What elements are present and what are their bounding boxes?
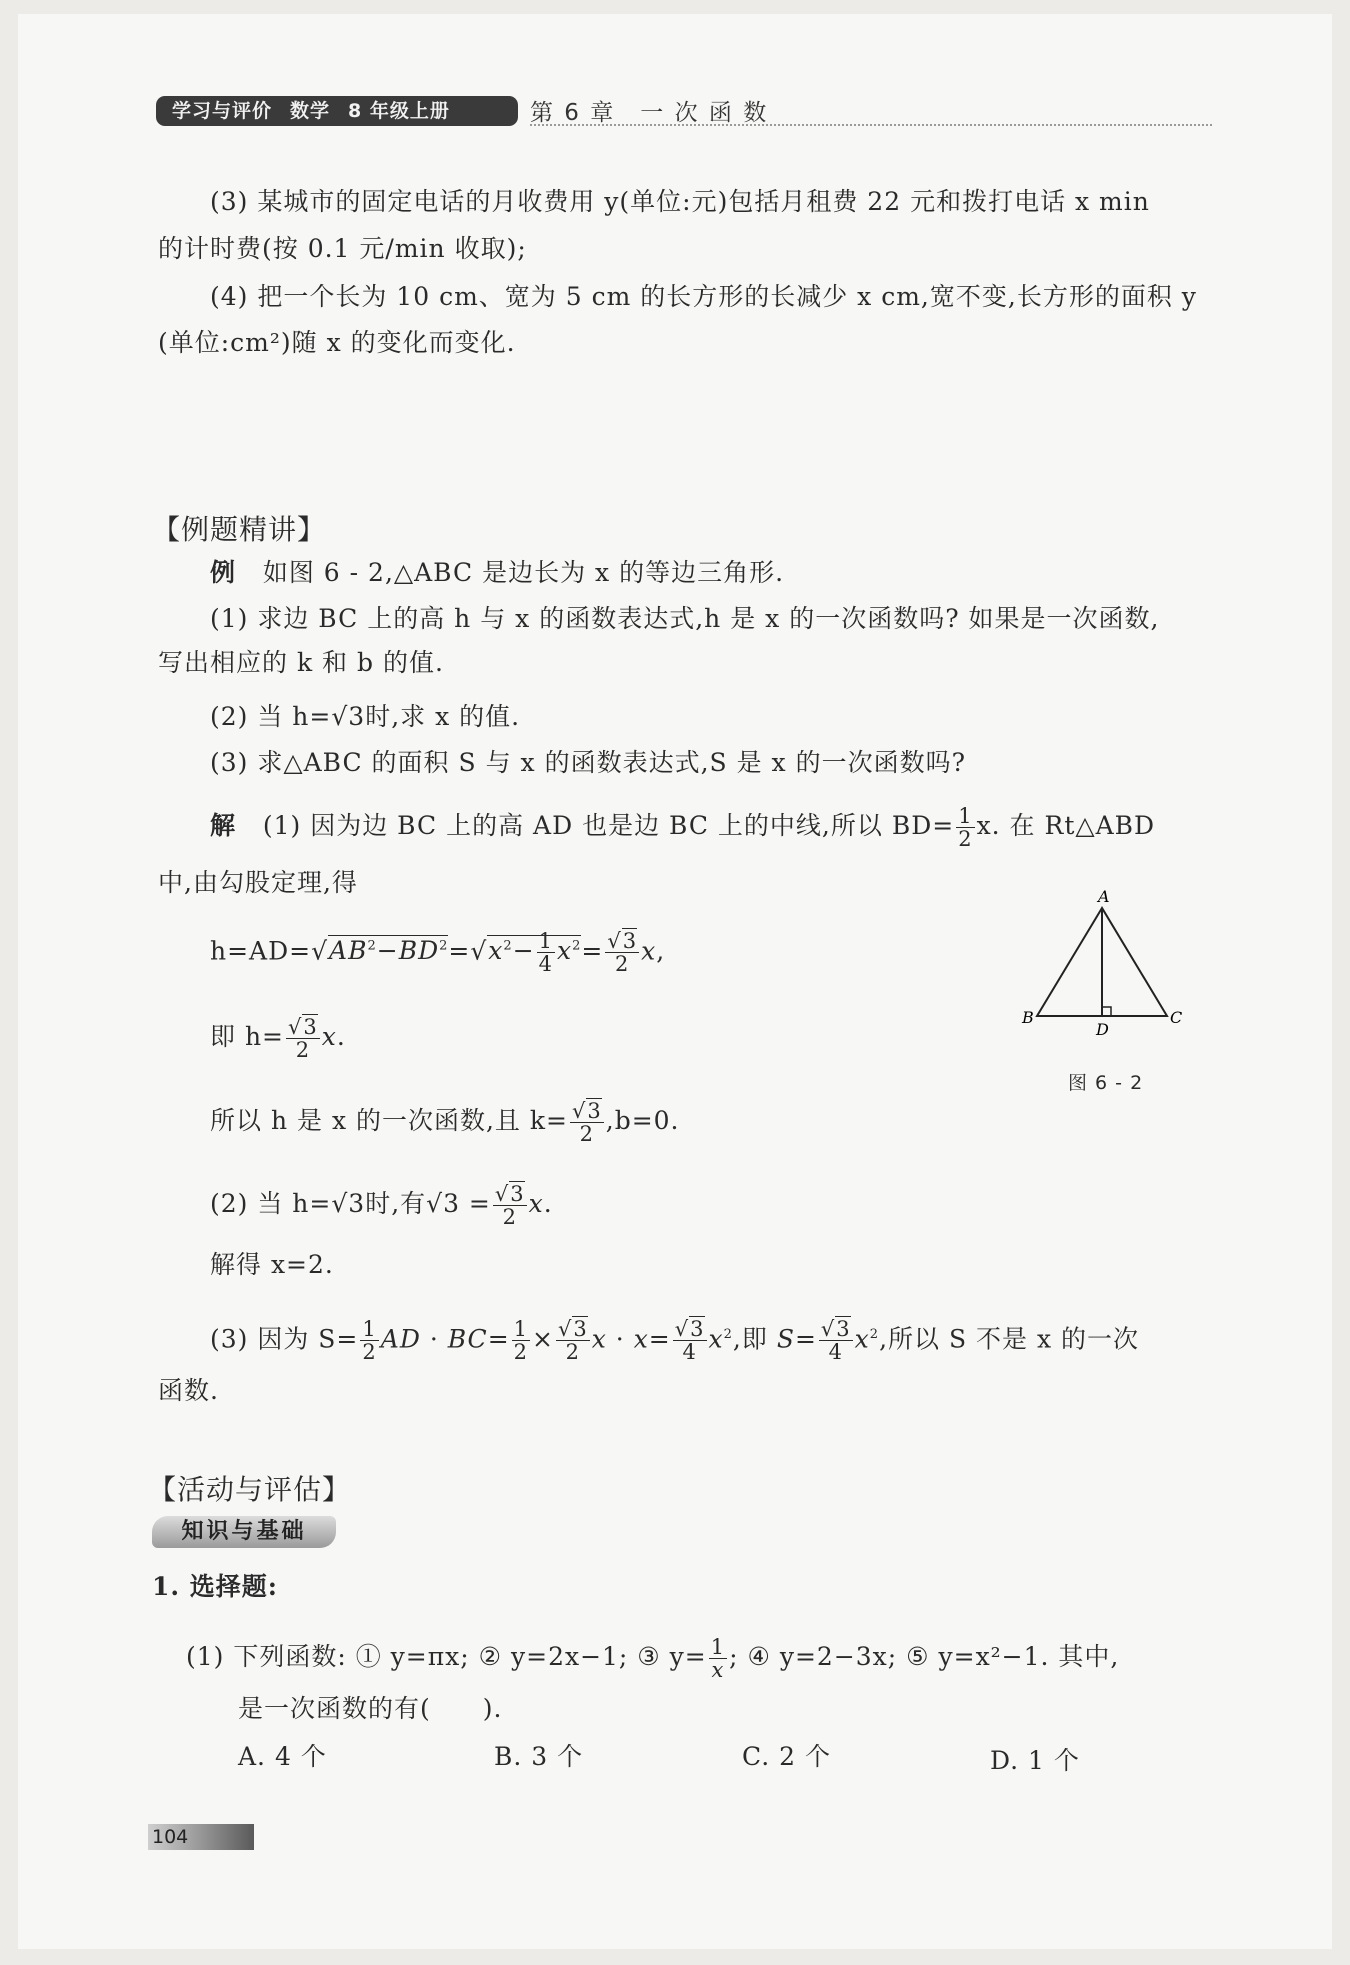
figure-caption: 图 6 - 2	[1068, 1072, 1144, 1094]
book-title-badge	[156, 96, 518, 126]
question-1-1-line1: (1) 下列函数: ① y=πx; ② y=2x−1; ③ y= $\frac{1}{x}$ ; ④ y=2−3x; ⑤ y=x²−1. 其中,	[186, 1635, 1120, 1682]
equation-h-i: 即 h= $\frac{√3}{2}$ x.	[210, 1015, 346, 1062]
question3: (3) 求△ABC 的面积 S 与 x 的函数表达式,S 是 x 的一次函数吗?	[210, 748, 966, 777]
equation-h-lhs: h=AD=	[210, 936, 312, 966]
conclusion-pre: 所以 h 是 x 的一次函数,且 k=	[210, 1106, 568, 1135]
solution3-line1: (3) 因为 S= $\frac{1}{2}$ AD · BC= $\frac{1}{2}$ × $\frac{√3}{2}$ x · x= $\frac{√3}{4}$ $x^2$,即 S= $\frac{√3}{4}$ $x^2$,所以 S 不是 x 的一次	[210, 1317, 1140, 1365]
example-intro	[210, 556, 784, 590]
example-section-title: 【例题精讲】	[152, 513, 327, 546]
label-a: A	[1098, 888, 1110, 906]
badge-item-grade: 8 年级上册	[348, 100, 450, 122]
chapter-title: 第 6 章 一 次 函 数	[530, 100, 769, 126]
part4-line1: (4) 把一个长为 10 cm、宽为 5 cm 的长方形的长减少 x cm,宽不变,长方形的面积 y	[210, 282, 1197, 311]
header-rule	[530, 124, 1212, 126]
fraction-root3-over-2: $\frac{√3}{2}$	[607, 929, 638, 977]
label-d: D	[1096, 1020, 1109, 1038]
part4-line2: (单位:cm²)随 x 的变化而变化.	[158, 328, 516, 357]
solution2-pre: (2) 当 h=√3时,有√3 =	[210, 1189, 491, 1218]
sqrt-expression-2: $√x^2-$ $\frac{1}{4}$ $x^2$	[470, 929, 582, 977]
question-1-1-line2: 是一次函数的有( ).	[238, 1694, 503, 1723]
question2: (2) 当 h=√3时,求 x 的值.	[210, 702, 521, 731]
question1-line1: (1) 求边 BC 上的高 h 与 x 的函数表达式,h 是 x 的一次函数吗? 如果是一次函数,	[210, 604, 1160, 633]
option-a: A. 4 个	[238, 1742, 327, 1771]
option-b: B. 3 个	[494, 1742, 584, 1771]
solution2-line: (2) 当 h=√3时,有√3 = $\frac{√3}{2}$ x.	[210, 1182, 553, 1229]
conclusion-line: 所以 h 是 x 的一次函数,且 k= $\frac{√3}{2}$ ,b=0.	[210, 1099, 680, 1146]
solution3-pre: (3) 因为 S=	[210, 1324, 359, 1354]
part3-line2: 的计时费(按 0.1 元/min 收取);	[158, 234, 527, 263]
example-label: 例	[210, 558, 237, 587]
badge-item-series: 学习与评价	[172, 100, 273, 122]
solution3-line2: 函数.	[158, 1376, 219, 1405]
activity-section-title: 【活动与评估】	[148, 1473, 352, 1506]
solution-label: 解	[210, 811, 237, 840]
solution-line2: 中,由勾股定理,得	[158, 868, 358, 897]
label-b: B	[1022, 1008, 1034, 1027]
label-c: C	[1170, 1008, 1183, 1027]
badge-item-subject: 数学	[290, 100, 331, 122]
question-1-title: 1. 选择题:	[152, 1572, 279, 1601]
right-angle-mark	[1102, 1007, 1111, 1016]
sqrt-expression-1: $√AB^2-BD^2$	[311, 936, 449, 966]
solution-line1	[210, 805, 1155, 850]
option-d: D. 1 个	[990, 1746, 1080, 1775]
part3-line1: (3) 某城市的固定电话的月收费用 y(单位:元)包括月租费 22 元和拨打电话 x min	[210, 187, 1150, 216]
solution2-result: 解得 x=2.	[210, 1250, 334, 1279]
solution3-tail: ,所以 S 不是 x 的一次	[879, 1324, 1140, 1354]
equation-h: $h=AD=√AB^2-BD^2=√x^2-$ $\frac{1}{4}$ $x^2=$ $\frac{√3}{2}$ x,	[210, 929, 666, 977]
solution-line1-text: (1) 因为边 BC 上的高 AD 也是边 BC 上的中线,所以 BD=	[262, 811, 955, 840]
equation-h-i-lhs: 即 h=	[210, 1022, 284, 1051]
solution-line1-tail: x. 在 Rt△ABD	[976, 811, 1156, 840]
question1-line2: 写出相应的 k 和 b 的值.	[158, 648, 444, 677]
example-intro-text: 如图 6 - 2,△ABC 是边长为 x 的等边三角形.	[262, 558, 785, 587]
option-c: C. 2 个	[742, 1742, 831, 1771]
question-1-1-pre: (1) 下列函数: ① y=πx; ② y=2x−1; ③ y=	[186, 1642, 707, 1671]
question-1-1-post: ; ④ y=2−3x; ⑤ y=x²−1. 其中,	[729, 1642, 1120, 1671]
fraction-one-half: $\frac{1}{2}$	[958, 804, 973, 851]
knowledge-basics-badge: 知识与基础	[152, 1516, 336, 1548]
triangle-figure	[1010, 888, 1210, 1038]
page-number: 104	[148, 1824, 254, 1850]
conclusion-post: ,b=0.	[605, 1106, 680, 1135]
